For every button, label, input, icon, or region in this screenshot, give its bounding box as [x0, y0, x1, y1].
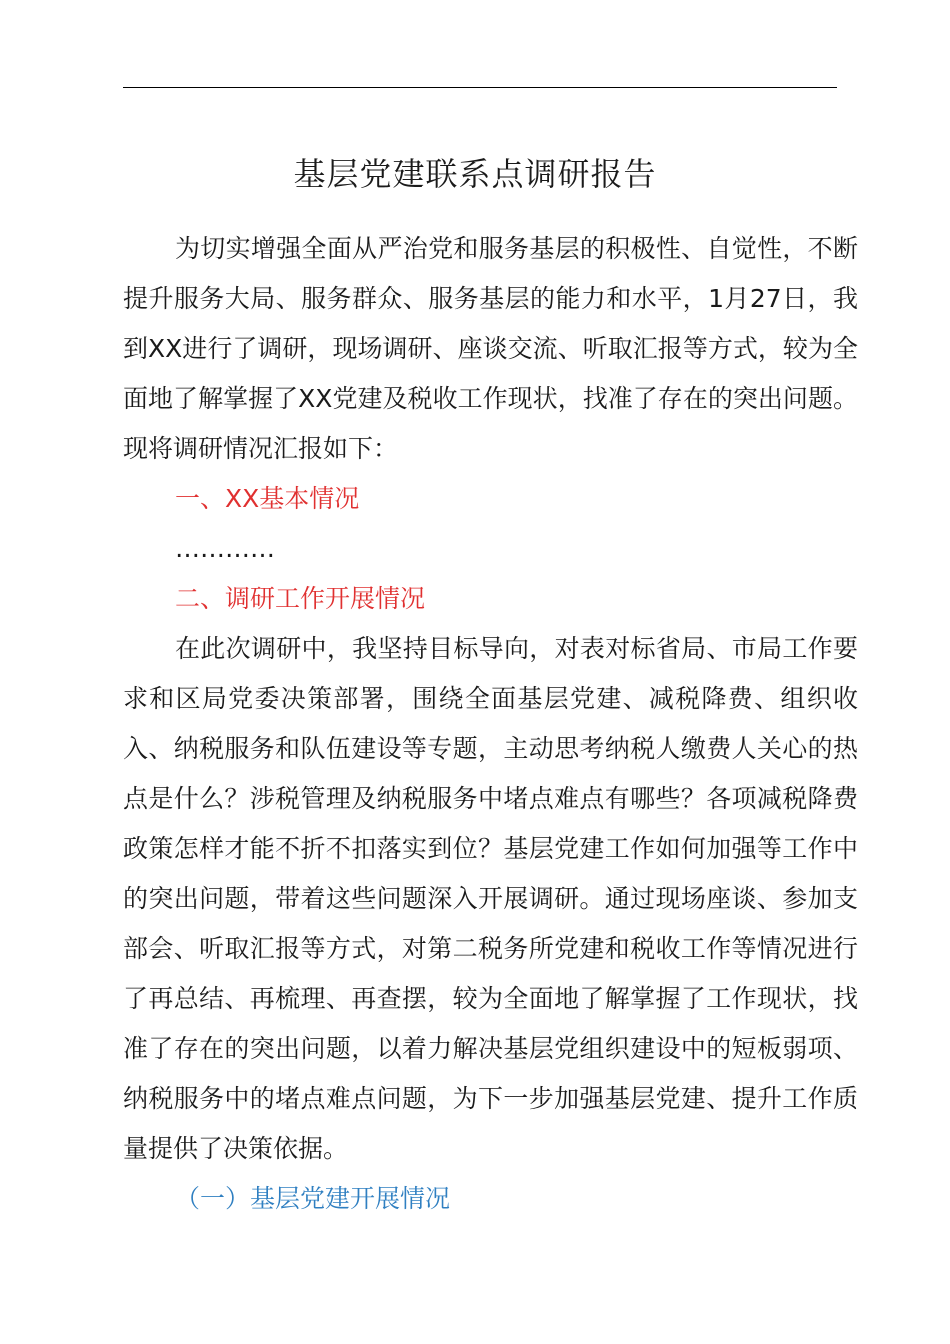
research-work-paragraph: 在此次调研中，我坚持目标导向，对表对标省局、市局工作要求和区局党委决策部署，围绕全面基层党建、减税降费、组织收入、纳税服务和队伍建设等专题，主动思考纳税人缴费人关心的热点是什么？涉税管理及纳税服务中堵点难点有哪些？各项减税降费政策怎样才能不折不扣落实到位？基层党建工作如何加强等工作中的突出问题，带着这些问题深入开展调研。通过现场座谈、参加支部会、听取汇报等方式，对第二税务所党建和税收工作等情况进行了再总结、再梳理、再查摆，较为全面地了解掌握了工作现状，找准了存在的突出问题，以着力解决基层党组织建设中的短板弱项、纳税服务中的堵点难点问题，为下一步加强基层党建、提升工作质量提供了决策依据。 [123, 634, 858, 1163]
section-heading-research-work: 二、调研工作开展情况 [175, 584, 426, 613]
header-rule [123, 87, 837, 88]
document-title: 基层党建联系点调研报告 [293, 155, 657, 193]
section-basic-info-placeholder: ………… [175, 534, 275, 563]
section-heading-basic-info: 一、XX基本情况 [175, 484, 360, 513]
intro-paragraph: 为切实增强全面从严治党和服务基层的积极性、自觉性，不断提升服务大局、服务群众、服务基层的能力和水平，1月27日，我到XX进行了调研，现场调研、座谈交流、听取汇报等方式，较为全面地了解掌握了XX党建及税收工作现状，找准了存在的突出问题。现将调研情况汇报如下： [123, 234, 858, 463]
subsection-heading-party-building: （一）基层党建开展情况 [175, 1184, 451, 1213]
document-body [123, 224, 858, 1224]
